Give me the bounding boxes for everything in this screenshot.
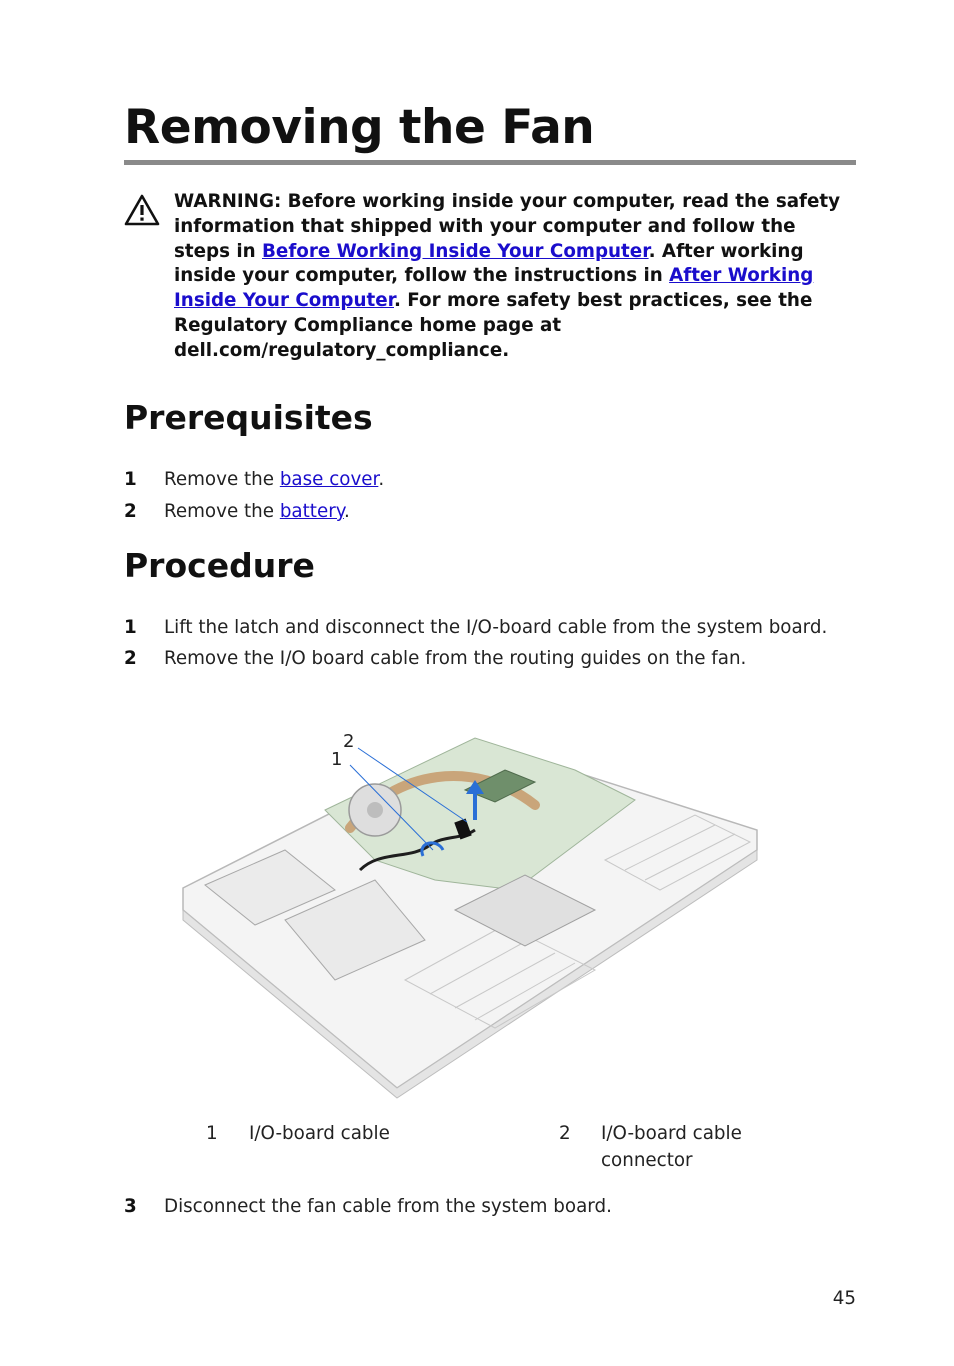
prerequisite-step: 2 Remove the battery.: [124, 501, 350, 522]
page-number: 45: [832, 1288, 856, 1309]
warning-triangle-icon: [124, 193, 160, 227]
caption-text: I/O-board cable connector: [601, 1123, 742, 1171]
after-working-link[interactable]: After Working Inside Your Computer: [174, 265, 814, 312]
warning-text: WARNING: Before working inside your computer, read the safety information that shipped with your computer and follow the steps in Before Working Inside Your Computer. After working inside your computer, follow the instructions in After Working Inside Your Computer. For more safety best practices, see the Regulatory Compliance home page at dell.com/regulatory_compliance.: [174, 191, 841, 361]
battery-link[interactable]: battery: [279, 501, 344, 522]
laptop-illustration: [175, 710, 775, 1100]
procedure-heading: Procedure: [124, 546, 315, 585]
procedure-step: 1 Lift the latch and disconnect the I/O-board cable from the system board.: [124, 617, 828, 638]
prerequisites-heading: Prerequisites: [124, 398, 373, 437]
caption-text: I/O-board cable: [249, 1123, 390, 1144]
caption-number: 1: [206, 1123, 218, 1144]
procedure-step: 3 Disconnect the fan cable from the system board.: [124, 1196, 612, 1217]
callout-1: 1: [331, 749, 343, 770]
title-rule: [124, 160, 856, 165]
callout-2: 2: [343, 731, 355, 752]
procedure-step: 2 Remove the I/O board cable from the routing guides on the fan.: [124, 648, 747, 669]
prerequisite-step: 1 Remove the base cover.: [124, 469, 385, 490]
before-working-link[interactable]: Before Working Inside Your Computer: [262, 240, 649, 262]
caption-number: 2: [559, 1123, 571, 1144]
page-title: Removing the Fan: [124, 100, 595, 155]
base-cover-link[interactable]: base cover: [279, 469, 379, 490]
